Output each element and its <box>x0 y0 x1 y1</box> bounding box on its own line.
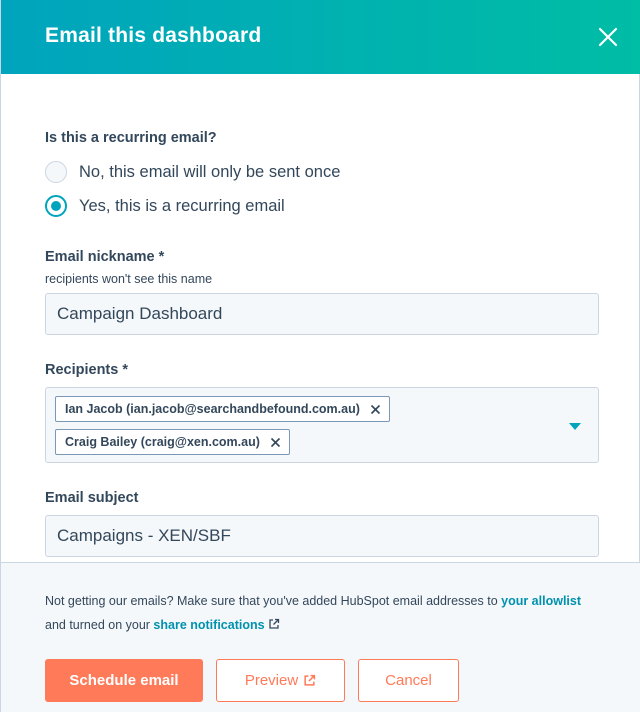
remove-tag-icon[interactable] <box>370 404 381 415</box>
allowlist-link[interactable]: your allowlist <box>501 594 582 608</box>
remove-tag-icon[interactable] <box>270 437 281 448</box>
nickname-label: Email nickname * <box>45 249 165 265</box>
share-notifications-label: share notifications <box>153 618 265 632</box>
modal-header <box>1 0 640 74</box>
recipient-tag-label: Craig Bailey (craig@xen.com.au) <box>65 435 260 449</box>
external-link-icon <box>268 618 280 630</box>
subject-input[interactable] <box>45 515 599 557</box>
nickname-hint: recipients won't see this name <box>45 272 213 286</box>
cancel-label: Cancel <box>385 672 432 689</box>
subject-label: Email subject <box>45 490 139 506</box>
radio-button-checked[interactable] <box>45 195 67 217</box>
external-link-icon <box>303 674 316 687</box>
nickname-input[interactable] <box>45 293 599 335</box>
dropdown-caret-icon[interactable] <box>569 423 581 430</box>
schedule-email-button[interactable] <box>45 659 203 702</box>
radio-button-unchecked[interactable] <box>45 161 67 183</box>
share-notifications-link[interactable] <box>153 618 279 632</box>
radio-label: No, this email will only be sent once <box>79 162 341 181</box>
modal-footer <box>1 562 640 712</box>
modal-title: Email this dashboard <box>45 24 262 47</box>
recipients-label: Recipients * <box>45 362 128 378</box>
recipient-tag <box>55 396 390 422</box>
modal-body <box>1 74 640 562</box>
cancel-button[interactable] <box>358 659 459 702</box>
recipient-tag-label: Ian Jacob (ian.jacob@searchandbefound.com.au) <box>65 402 360 416</box>
notice-text: and turned on your <box>45 618 154 632</box>
preview-button[interactable] <box>216 659 345 702</box>
close-icon[interactable] <box>594 23 622 51</box>
recipient-tag <box>55 429 290 455</box>
notice-text: Not getting our emails? Make sure that you've added HubSpot email addresses to <box>45 594 502 608</box>
preview-label: Preview <box>244 672 299 689</box>
schedule-email-label: Schedule email <box>69 672 179 689</box>
recurring-question: Is this a recurring email? <box>45 130 217 146</box>
radio-send-once[interactable] <box>45 159 340 185</box>
radio-label: Yes, this is a recurring email <box>79 196 285 215</box>
radio-recurring[interactable] <box>45 193 285 219</box>
email-notice <box>45 589 585 637</box>
recipients-select[interactable] <box>45 387 599 463</box>
